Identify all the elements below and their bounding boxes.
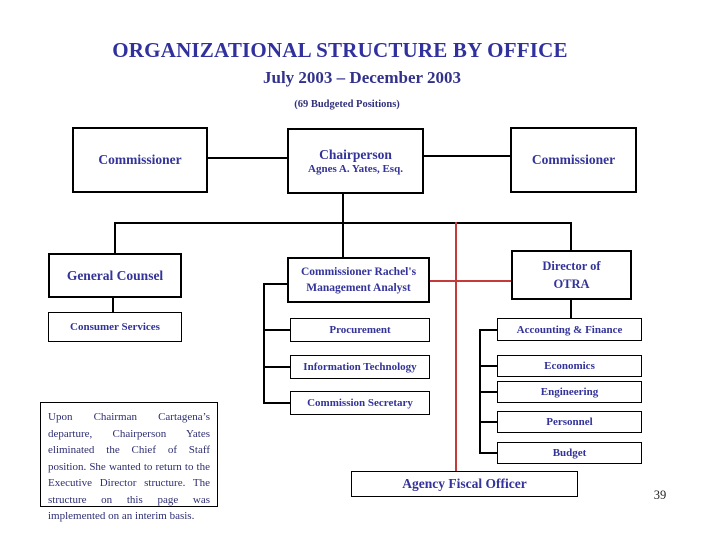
box-commission-secretary bbox=[290, 391, 430, 415]
box-engineering bbox=[497, 381, 642, 403]
slide-title: ORGANIZATIONAL STRUCTURE BY OFFICE bbox=[112, 38, 568, 62]
box-consumer-services bbox=[48, 312, 182, 342]
red-spine bbox=[455, 222, 457, 471]
box-label: Chairperson bbox=[319, 147, 392, 162]
box-general-counsel bbox=[48, 253, 182, 298]
box-label: Director of OTRA bbox=[542, 258, 601, 291]
connector-gc-consumer bbox=[112, 298, 114, 312]
connector-chairperson-down bbox=[342, 194, 344, 257]
stub-personnel bbox=[479, 421, 498, 423]
box-label: Commission Secretary bbox=[307, 397, 413, 409]
stub-commission-secretary bbox=[263, 402, 291, 404]
box-budget bbox=[497, 442, 642, 464]
connector-otra-accounting bbox=[570, 300, 572, 318]
box-management-analyst bbox=[287, 257, 430, 303]
connector-to-general-counsel bbox=[114, 222, 116, 253]
connector-chairperson-right bbox=[424, 155, 510, 157]
box-personnel bbox=[497, 411, 642, 433]
box-label: Budget bbox=[552, 447, 587, 459]
box-director-otra bbox=[511, 250, 632, 300]
box-information-technology bbox=[290, 355, 430, 379]
connector-chairperson-left bbox=[208, 157, 287, 159]
stub-accounting bbox=[479, 329, 498, 331]
box-label: Agency Fiscal Officer bbox=[402, 476, 527, 491]
box-label: General Counsel bbox=[66, 267, 164, 283]
page-number: 39 bbox=[653, 488, 667, 502]
box-label: Consumer Services bbox=[70, 321, 160, 333]
center-spine bbox=[263, 283, 265, 404]
box-commissioner-right bbox=[510, 127, 637, 193]
box-label: Commissioner bbox=[531, 152, 616, 167]
box-agency-fiscal-officer bbox=[351, 471, 578, 497]
box-accounting-finance bbox=[497, 318, 642, 341]
box-label: Accounting & Finance bbox=[516, 323, 623, 336]
box-economics bbox=[497, 355, 642, 377]
box-label: Economics bbox=[544, 360, 595, 372]
stub-procurement bbox=[263, 329, 291, 331]
box-label: Engineering bbox=[540, 386, 599, 398]
box-label: Personnel bbox=[546, 416, 593, 428]
stub-budget bbox=[479, 452, 498, 454]
chairperson-name: Agnes A. Yates, Esq. bbox=[308, 163, 403, 175]
box-commissioner-left bbox=[72, 127, 208, 193]
box-label: Procurement bbox=[329, 324, 391, 336]
budgeted-positions-note: (69 Budgeted Positions) bbox=[294, 99, 400, 110]
stub-management-analyst bbox=[263, 283, 287, 285]
stub-engineering bbox=[479, 391, 498, 393]
box-chairperson bbox=[287, 128, 424, 194]
red-connector-analyst-otra bbox=[430, 280, 511, 282]
stub-economics bbox=[479, 365, 498, 367]
interim-structure-note: Upon Chairman Cartagena’s departure, Chairperson Yates eliminated the Chief of Staff position. She wanted to return to the Executive Director structure. The structure on this page was implemented on an interim basis. bbox=[40, 402, 218, 507]
connector-to-otra bbox=[570, 222, 572, 250]
connector-main-horizontal bbox=[114, 222, 572, 224]
slide-subtitle: July 2003 – December 2003 bbox=[263, 68, 461, 87]
box-label: Commissioner bbox=[98, 152, 182, 167]
box-label: Information Technology bbox=[303, 361, 417, 373]
box-procurement bbox=[290, 318, 430, 342]
stub-information-technology bbox=[263, 366, 291, 368]
box-label: Commissioner Rachel's Management Analyst bbox=[300, 265, 417, 294]
